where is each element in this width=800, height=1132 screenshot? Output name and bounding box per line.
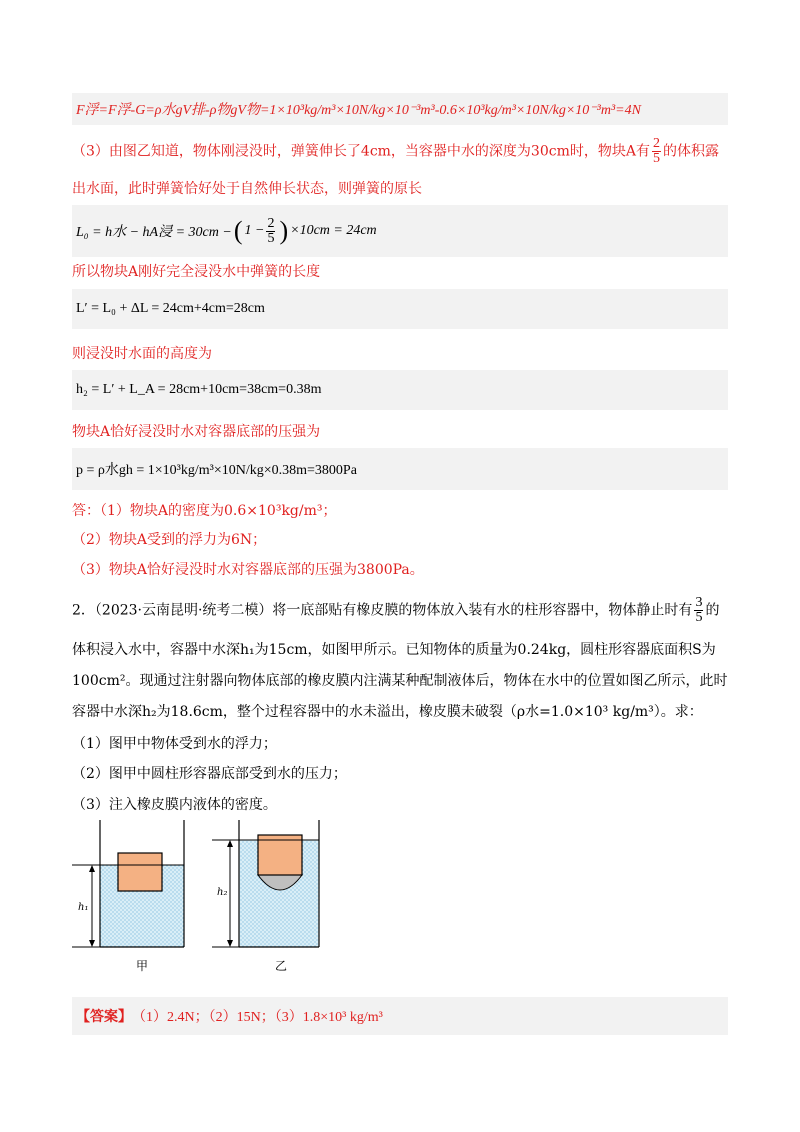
question-line-4-text: 容器中水深h₂为18.6cm，整个过程容器中的水未溢出，橡皮膜未破裂（ρ水=1.0×10³ kg/m³）。求：: [72, 704, 703, 720]
answer-box: [72, 997, 728, 1035]
sub-question-1: [72, 733, 277, 755]
caption-jia: 甲: [136, 959, 149, 973]
left-paren: (: [233, 216, 243, 245]
answer-line-1: [72, 500, 337, 522]
text-water-height: [72, 343, 212, 365]
formula-text: F浮=F浮-G=ρ水gV排-ρ物gV物=1×10³kg/m³×10N/kg×10⁻³m³-0.6×10³kg/m³×10N/kg×10⁻³m³=4N: [76, 103, 641, 118]
fraction-numerator: 2: [652, 136, 660, 151]
formula-2-lhs: L₀ = h水 − hA浸 = 30cm −: [76, 225, 232, 240]
sub-question-2: [72, 763, 347, 785]
question-2-line-4: [72, 701, 703, 723]
formula-l-prime: [72, 289, 728, 329]
formula-spring-length: [72, 205, 728, 257]
formula-5-text: p = ρ水gh = 1×10³kg/m³×10N/kg×0.38m=3800Pa: [76, 463, 357, 478]
answer-line-2: [72, 529, 266, 551]
fraction-numerator: 2: [267, 215, 275, 231]
question-intro-a: 2．（2023·云南昆明·统考二模）将一底部贴有橡皮膜的物体放入装有水的柱形容器中，物体静止时有: [72, 602, 693, 619]
formula-2-paren: 1 −: [244, 223, 265, 238]
fraction-denominator: 5: [695, 610, 703, 625]
paragraph-3-text-a: （3）由图乙知道，物体刚浸没时，弹簧伸长了4cm，当容器中水的深度为30cm时，物块A有: [72, 143, 650, 160]
label-h2: h₂: [217, 887, 228, 898]
block-jia: [118, 853, 162, 891]
question-2-line-2: [72, 639, 716, 661]
right-paren: ): [279, 216, 289, 245]
figure-jia: [72, 820, 184, 947]
question-line-3-text: 100cm²。现通过注射器向物体底部的橡皮膜内注满某种配制液体后，物体在水中的位置如图乙所示，此时: [72, 673, 728, 689]
figure-yi: [212, 820, 319, 947]
answer-text: （1）2.4N；（2）15N；（3）1.8×10³ kg/m³: [132, 1010, 383, 1025]
paragraph-3: [72, 137, 728, 166]
sub-question-3: [72, 794, 277, 816]
answer-tag: 【答案】: [76, 1010, 132, 1025]
formula-pressure: [72, 448, 728, 490]
question-intro-b: 的: [705, 602, 720, 619]
formula-3-text: L′ = L₀ + ΔL = 24cm+4cm=28cm: [76, 301, 265, 316]
fraction-2-5-formula: [266, 217, 275, 246]
text-spring-length: [72, 261, 320, 283]
formula-2-rhs: ×10cm = 24cm: [290, 223, 377, 238]
sub-question-3-text: （3）注入橡皮膜内液体的密度。: [72, 797, 277, 813]
sub-question-1-text: （1）图甲中物体受到水的浮力；: [72, 736, 277, 752]
formula-4-text: h₂ = L′ + L_A = 28cm+10cm=38cm=0.38m: [76, 382, 322, 397]
paragraph-3-cont: [72, 178, 422, 200]
caption-yi: 乙: [275, 959, 288, 973]
text-height: 则浸没时水面的高度为: [72, 346, 212, 362]
fraction-denominator: 5: [267, 230, 275, 246]
question-2-line-3: [72, 670, 727, 692]
paragraph-3-text-c: 出水面，此时弹簧恰好处于自然伸长状态，则弹簧的原长: [72, 181, 422, 197]
formula-buoyancy: [72, 93, 728, 125]
fraction-denominator: 5: [652, 151, 660, 166]
answer-1-text: 答：（1）物块A的密度为0.6×10³kg/m³；: [72, 503, 337, 519]
sub-question-2-text: （2）图甲中圆柱形容器底部受到水的压力；: [72, 766, 347, 782]
text-pressure-label: 物块A恰好浸没时水对容器底部的压强为: [72, 424, 321, 440]
container-figure: [72, 815, 342, 975]
formula-h2: [72, 370, 728, 410]
fraction-3-5: [694, 596, 703, 625]
answer-line-3: [72, 559, 424, 581]
label-h1: h₁: [78, 902, 89, 913]
fraction-numerator: 3: [695, 595, 703, 610]
answer-3-text: （3）物块A恰好浸没时水对容器底部的压强为3800Pa。: [72, 562, 424, 578]
block-yi: [258, 835, 302, 875]
answer-2-text: （2）物块A受到的浮力为6N；: [72, 532, 267, 548]
text-spring: 所以物块A刚好完全浸没水中弹簧的长度: [72, 264, 321, 280]
question-2-intro: [72, 596, 728, 625]
fraction-2-5: [652, 137, 661, 166]
question-line-2-text: 体积浸入水中，容器中水深h₁为15cm，如图甲所示。已知物体的质量为0.24kg，圆柱形容器底面积S为: [72, 642, 716, 658]
paragraph-3-text-b: 的体积露: [662, 143, 719, 160]
text-pressure: [72, 421, 320, 443]
